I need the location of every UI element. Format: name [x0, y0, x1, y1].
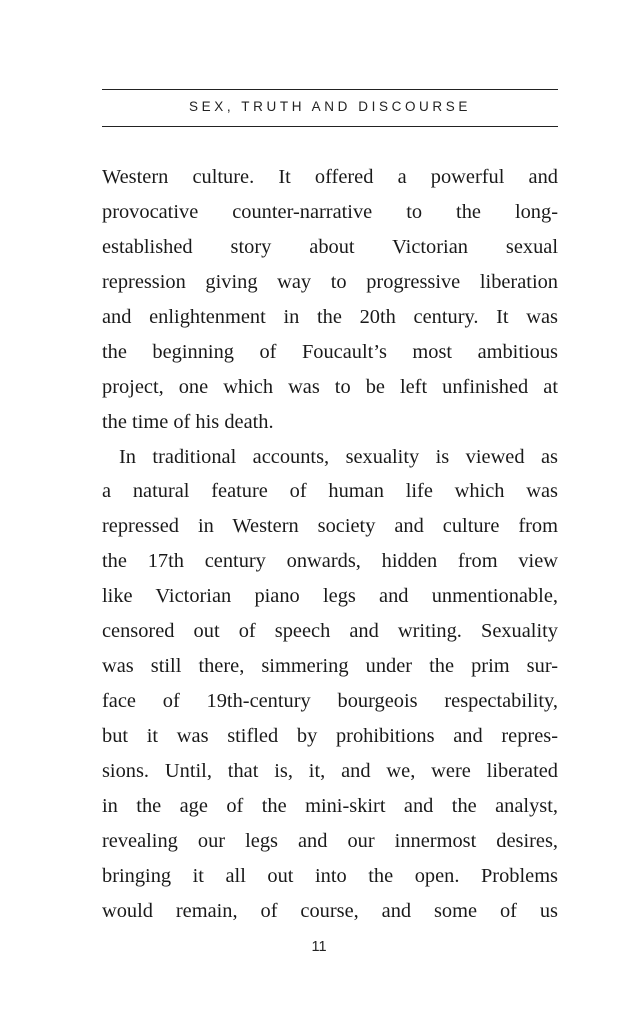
text-line: a natural feature of human life which was	[102, 480, 558, 503]
text-line: revealing our legs and our innermost desires,	[102, 829, 558, 852]
text-line: repressed in Western society and culture from	[102, 515, 558, 538]
text-line: but it was stifled by prohibitions and repres-	[102, 725, 558, 747]
text-line: sions. Until, that is, it, and we, were liberated	[102, 759, 558, 782]
text-line: established story about Victorian sexual	[102, 235, 558, 258]
running-head-title: SEX, TRUTH AND DISCOURSE	[189, 99, 471, 114]
text-line: was still there, simmering under the prim sur-	[102, 655, 558, 678]
page-number: 11	[311, 939, 327, 955]
running-head	[102, 89, 558, 127]
text-line: and enlightenment in the 20th century. It was	[102, 305, 558, 328]
body-text	[102, 160, 558, 929]
text-line: would remain, of course, and some of us	[102, 899, 558, 922]
text-line: provocative counter-narrative to the long-	[102, 200, 558, 223]
text-line: the 17th century onwards, hidden from view	[102, 550, 558, 573]
text-line: the time of his death.	[102, 410, 274, 433]
text-line: in the age of the mini-skirt and the analyst,	[102, 794, 558, 817]
text-line: In traditional accounts, sexuality is viewed as	[119, 445, 558, 468]
text-line: the beginning of Foucault’s most ambitious	[102, 340, 558, 363]
text-line: Western culture. It offered a powerful and	[102, 166, 558, 188]
text-line: censored out of speech and writing. Sexuality	[102, 620, 558, 643]
text-line: face of 19th-century bourgeois respectability,	[102, 690, 558, 713]
text-line: repression giving way to progressive liberation	[102, 270, 558, 293]
text-line: project, one which was to be left unfinished at	[102, 375, 558, 398]
text-line: like Victorian piano legs and unmentionable,	[102, 585, 558, 608]
text-line: bringing it all out into the open. Problems	[102, 864, 558, 887]
